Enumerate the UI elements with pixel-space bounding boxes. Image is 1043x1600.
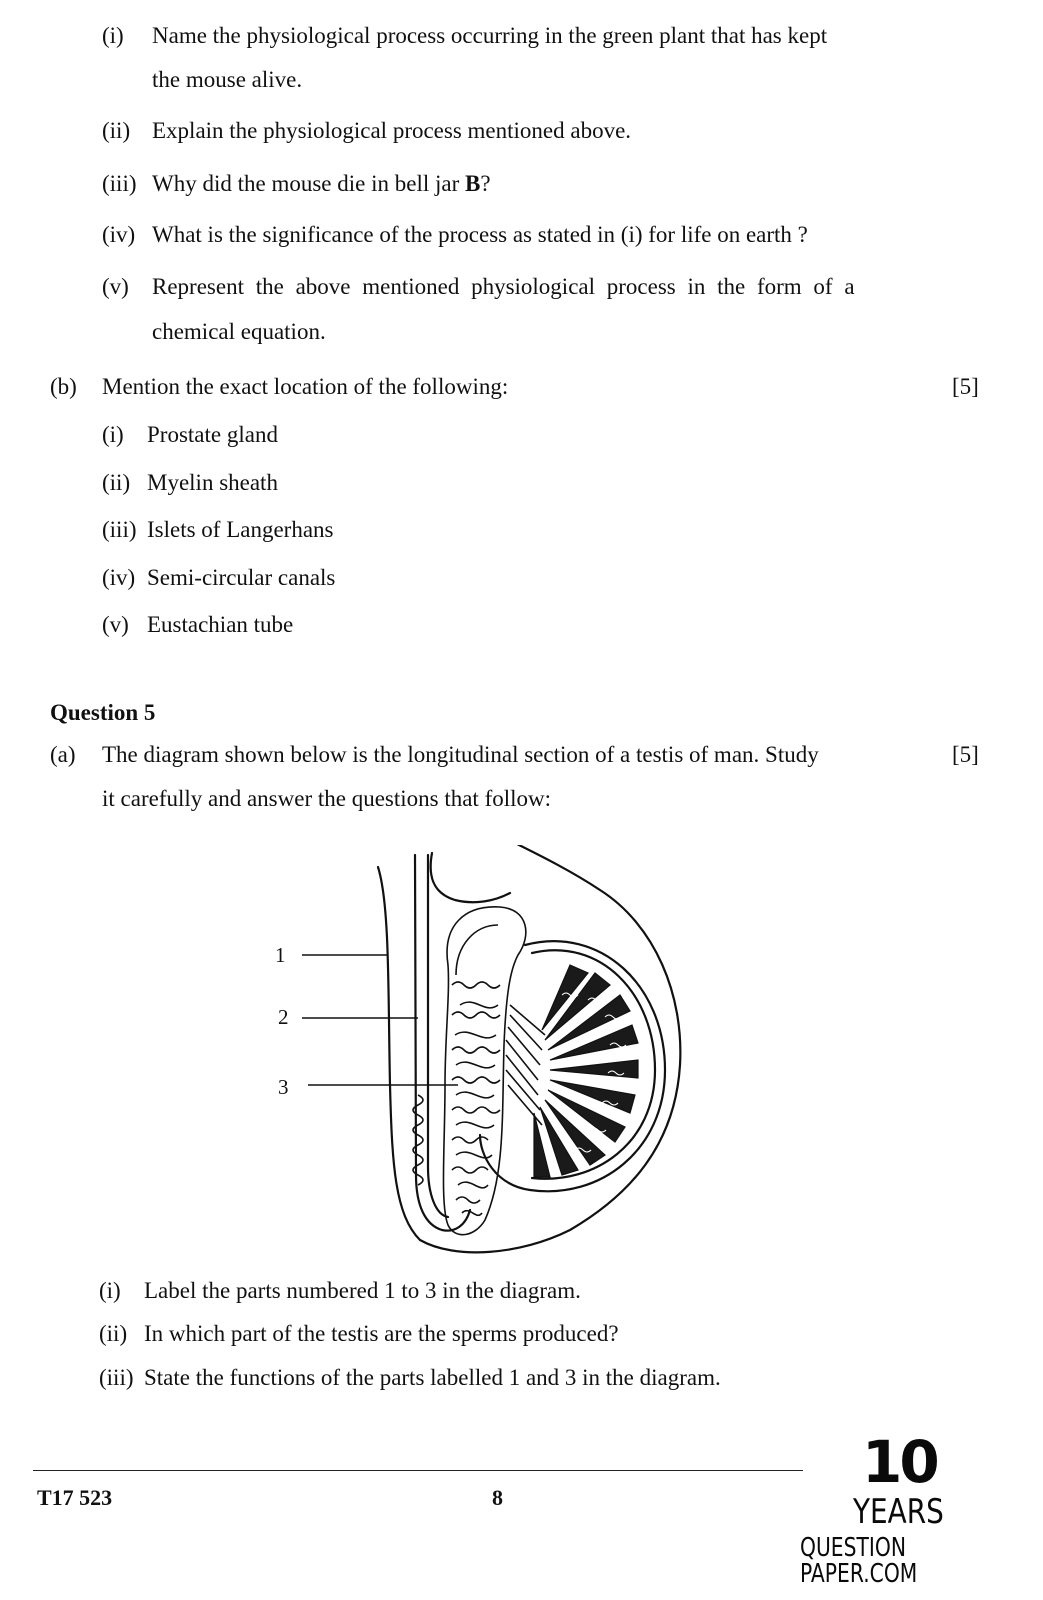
marks-label: [5]	[952, 742, 979, 767]
list-item: Semi-circular canals	[147, 565, 336, 590]
question-heading: Question 5	[50, 700, 156, 725]
watermark-logo: 10 YEARS QUESTION PAPER.COM	[800, 1428, 944, 1589]
list-item: Eustachian tube	[147, 612, 294, 637]
vas-deferens-inner	[428, 855, 448, 1217]
label-1: 1	[275, 943, 286, 967]
marks-label: [5]	[952, 374, 979, 399]
footer-rule	[33, 1470, 803, 1471]
page-number: 8	[492, 1485, 503, 1510]
list-item: Islets of Langerhans	[147, 517, 334, 542]
outer-outline	[378, 845, 680, 1252]
list-item: Myelin sheath	[147, 470, 278, 495]
label-3: 3	[278, 1075, 289, 1099]
list-item: In which part of the testis are the sperms produced?	[144, 1321, 619, 1346]
list-item: State the functions of the parts labelled 1 and 3 in the diagram.	[144, 1365, 721, 1390]
paper-code: T17 523	[37, 1485, 113, 1510]
vas-deferens-outer	[415, 855, 470, 1231]
label-2: 2	[278, 1005, 289, 1029]
testis-diagram	[270, 845, 720, 1275]
list-item: Label the parts numbered 1 to 3 in the diagram.	[144, 1278, 581, 1303]
list-item: Prostate gland	[147, 422, 278, 447]
